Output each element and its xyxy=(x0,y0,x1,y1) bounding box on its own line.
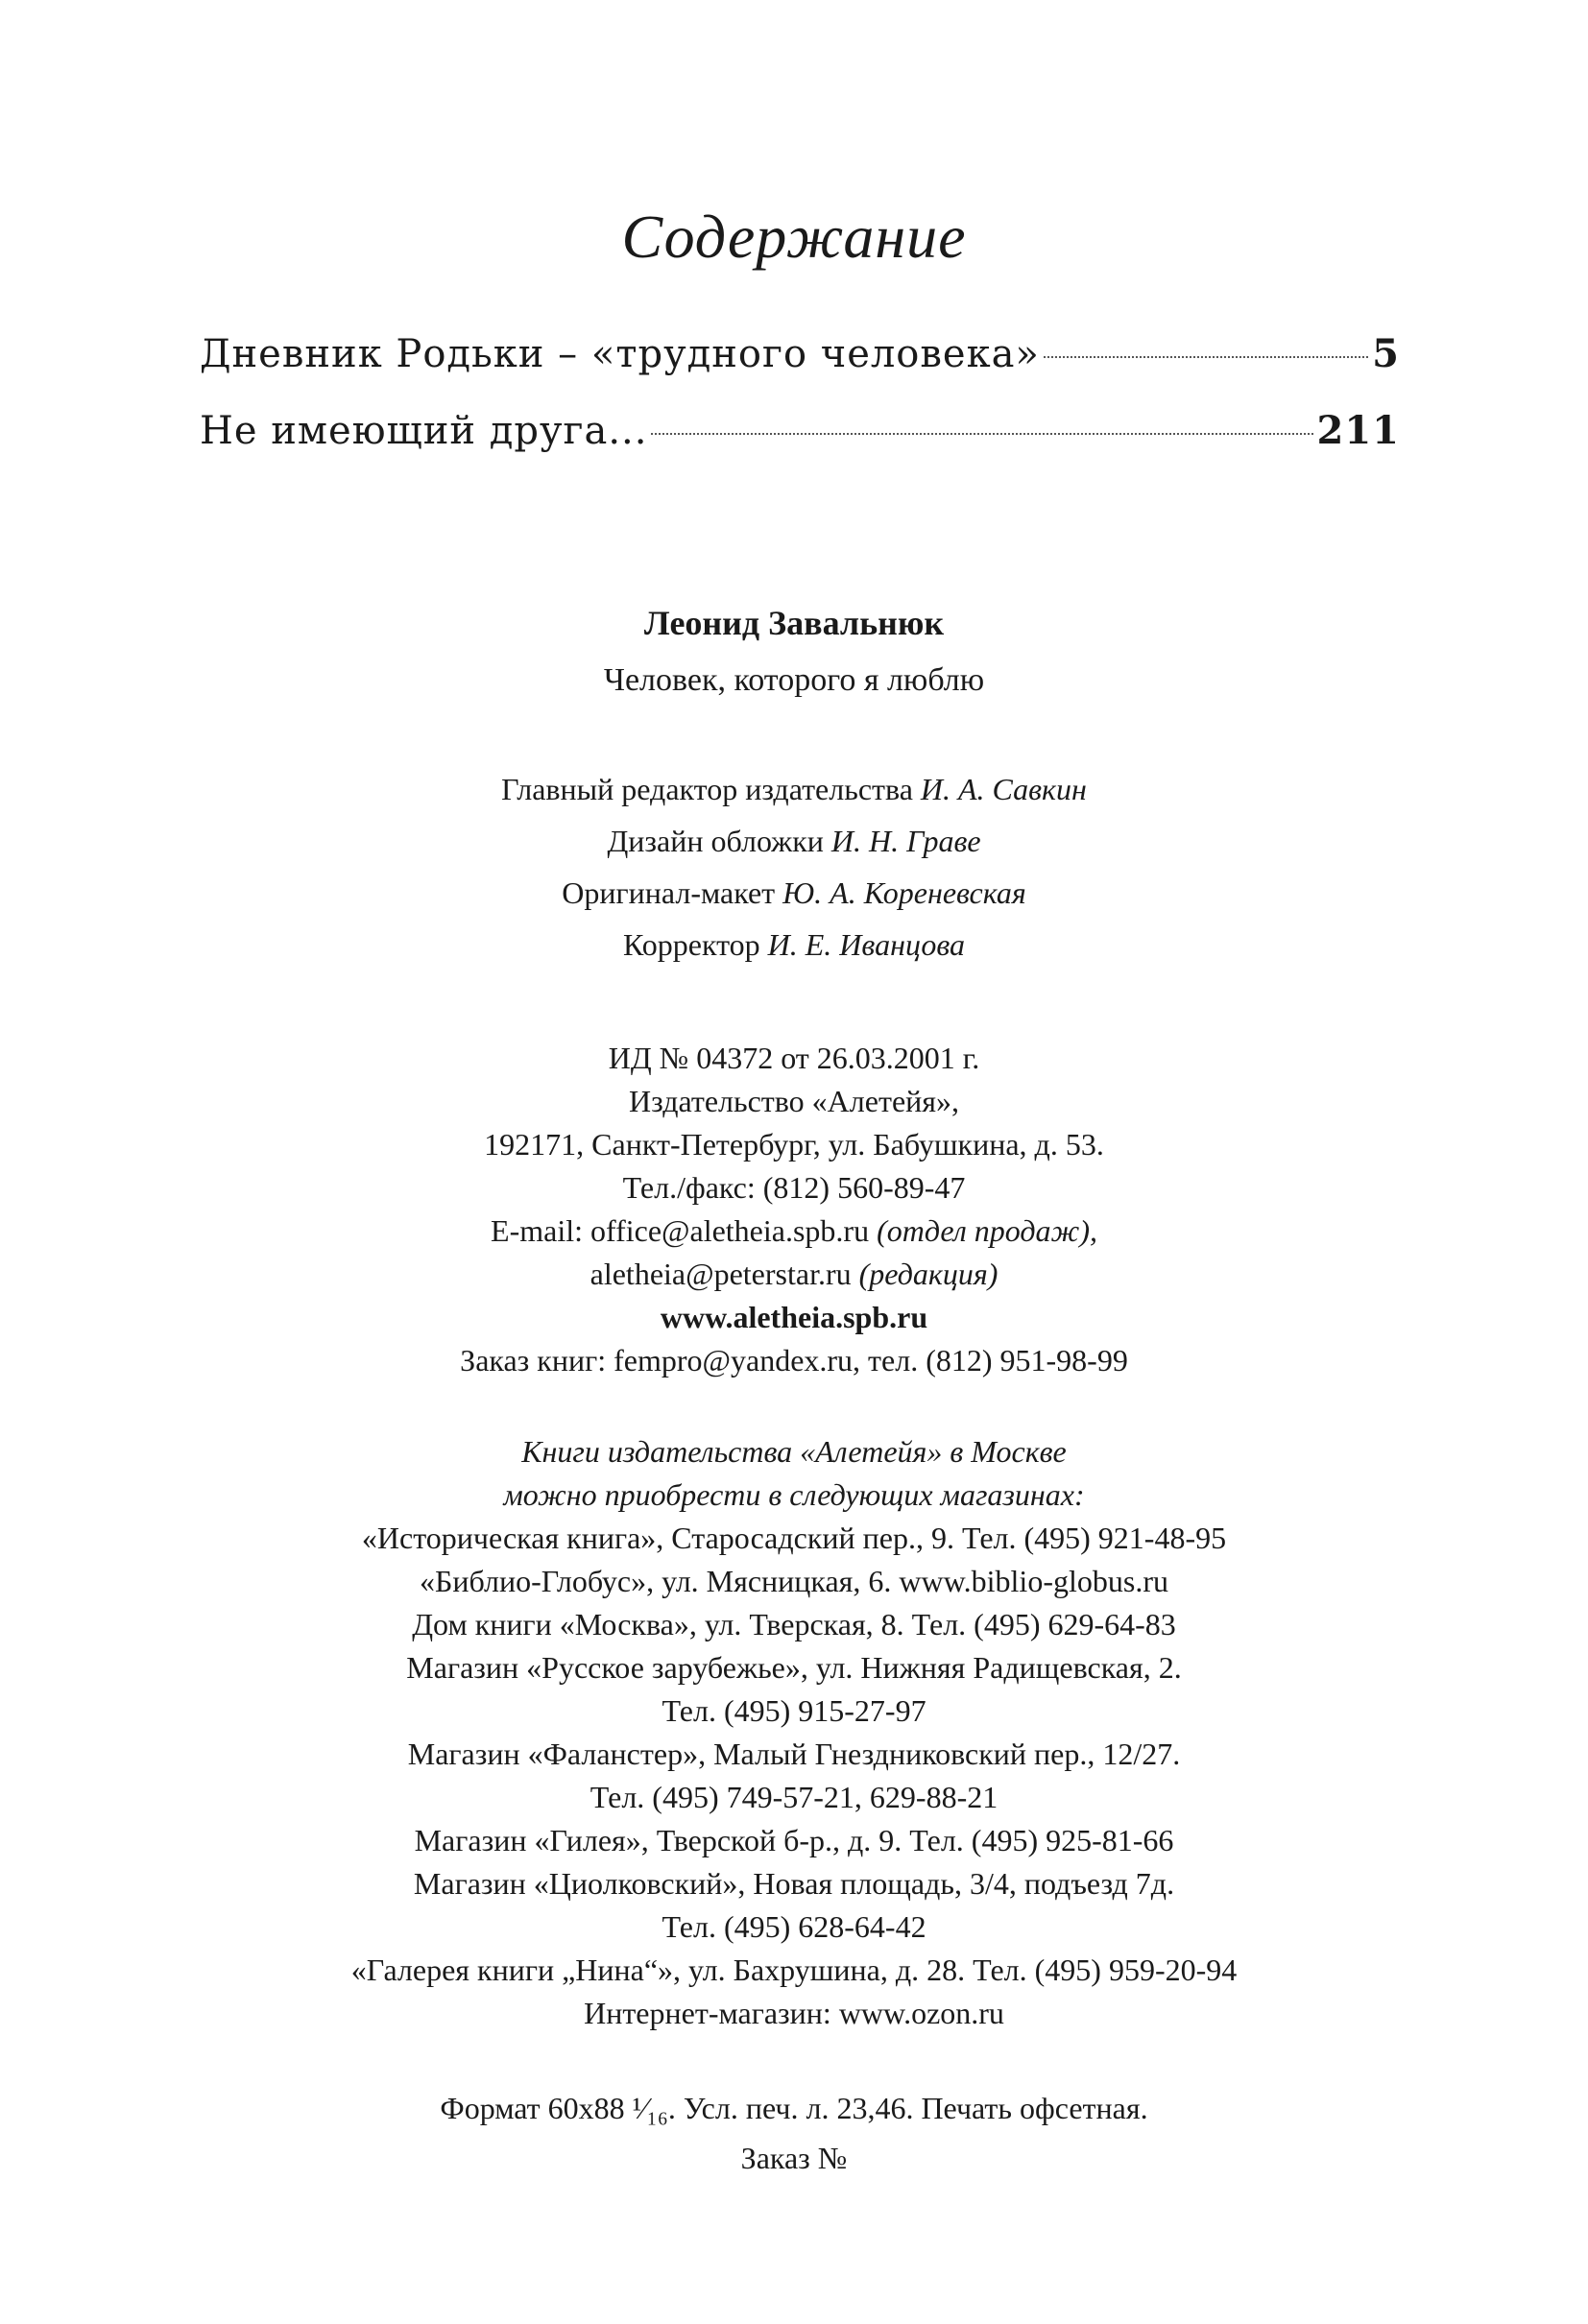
publisher-address: 192171, Санкт-Петербург, ул. Бабушкина, д. 53. xyxy=(484,1127,1104,1162)
contents-heading: Содержание xyxy=(621,203,967,271)
credit-name: И. Е. Иванцова xyxy=(767,927,965,962)
email-sales-link[interactable]: E-mail: office@aletheia.spb.ru xyxy=(491,1213,870,1248)
shop-line: Магазин «Фаланстер», Малый Гнездниковский пер., 12/27. xyxy=(407,1737,1181,1771)
publisher-block xyxy=(0,1037,1588,1382)
shop-line: Дом книги «Москва», ул. Тверская, 8. Тел. (495) 629-64-83 xyxy=(412,1607,1176,1641)
shop-line: Магазин «Русское зарубежье», ул. Нижняя Радищевская, 2. xyxy=(406,1650,1182,1685)
credit-line xyxy=(0,763,1588,815)
toc-entry-title: Не имеющий друга... xyxy=(200,409,648,453)
toc-entry-page: 211 xyxy=(1316,408,1400,453)
credit-role: Главный редактор издательства xyxy=(501,772,913,806)
book-author: Леонид Завальнюк xyxy=(643,604,945,642)
credit-name: Ю. А. Кореневская xyxy=(782,875,1026,910)
credits-block xyxy=(0,763,1588,970)
credit-role: Оригинал-макет xyxy=(562,875,776,910)
shop-line: Интернет-магазин: www.ozon.ru xyxy=(584,1996,1004,2030)
website-link[interactable]: www.aletheia.spb.ru xyxy=(660,1300,928,1334)
toc-dot-leader xyxy=(651,433,1312,435)
email-editorial-link[interactable]: aletheia@peterstar.ru xyxy=(589,1257,852,1291)
format-line: Формат 60x88 ¹⁄₁₆. Усл. печ. л. 23,46. Печать офсетная. xyxy=(440,2091,1148,2125)
toc-entry[interactable] xyxy=(200,331,1400,408)
email-sales-line xyxy=(0,1210,1588,1253)
shop-line: Тел. (495) 915-27-97 xyxy=(662,1693,926,1728)
credit-name: И. Н. Граве xyxy=(830,824,981,858)
credit-name: И. А. Савкин xyxy=(920,772,1087,806)
email-editorial-note: (редакция) xyxy=(858,1257,999,1291)
shop-line: «Галерея книги „Нина“», ул. Бахрушина, д. 28. Тел. (495) 959-20-94 xyxy=(350,1953,1238,1987)
print-info-block xyxy=(0,2083,1588,2183)
order-line: Заказ № xyxy=(740,2141,848,2175)
shop-line: «Историческая книга», Старосадский пер., 9. Тел. (495) 921-48-95 xyxy=(361,1521,1227,1555)
shops-block xyxy=(0,1430,1588,2035)
toc-entry[interactable] xyxy=(200,408,1400,485)
shop-line: «Библио-Глобус», ул. Мясницкая, 6. www.biblio-globus.ru xyxy=(420,1564,1168,1598)
shop-line: Тел. (495) 749-57-21, 629-88-21 xyxy=(589,1780,999,1814)
credit-line xyxy=(0,919,1588,970)
credit-role: Дизайн обложки xyxy=(607,824,824,858)
shops-intro: Книги издательства «Алетейя» в Москве xyxy=(521,1434,1067,1469)
license-line: ИД № 04372 от 26.03.2001 г. xyxy=(608,1041,980,1075)
toc-entry-title: Дневник Родьки – «трудного человека» xyxy=(200,332,1040,376)
publisher-name: Издательство «Алетейя», xyxy=(629,1084,959,1118)
orders-line: Заказ книг: fempro@yandex.ru, тел. (812) 951-98-99 xyxy=(460,1343,1128,1378)
toc-dot-leader xyxy=(1044,356,1368,358)
shop-line: Тел. (495) 628-64-42 xyxy=(662,1909,926,1944)
shop-line: Магазин «Гилея», Тверской б-р., д. 9. Тел. (495) 925-81-66 xyxy=(414,1823,1174,1857)
book-title: Человек, которого я люблю xyxy=(603,662,985,698)
credit-line xyxy=(0,815,1588,867)
shop-line: Магазин «Циолковский», Новая площадь, 3/4, подъезд 7д. xyxy=(413,1866,1175,1901)
publisher-phone: Тел./факс: (812) 560-89-47 xyxy=(622,1170,966,1205)
email-editorial-line xyxy=(0,1253,1588,1296)
email-sales-note: (отдел продаж), xyxy=(877,1213,1097,1248)
credit-role: Корректор xyxy=(622,927,760,962)
shops-intro: можно приобрести в следующих магазинах: xyxy=(503,1477,1085,1512)
table-of-contents xyxy=(200,331,1400,485)
credit-line xyxy=(0,867,1588,919)
toc-entry-page: 5 xyxy=(1372,331,1400,376)
